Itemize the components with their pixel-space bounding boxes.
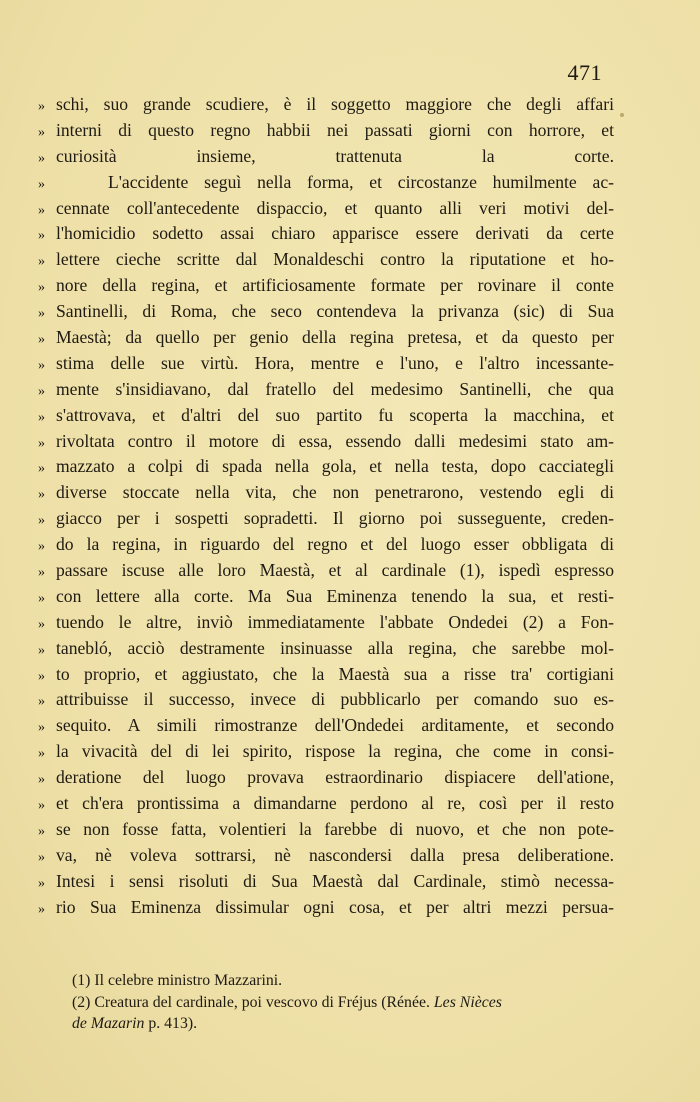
line-text: passare iscuse alle loro Maestà, et al cardinale (1), ispedì espresso: [56, 560, 614, 581]
quote-mark: »: [38, 383, 45, 399]
line-text: do la regina, in riguardo del regno et del luogo esser obbligata di: [56, 534, 614, 555]
text-line: [38, 249, 614, 275]
line-text: deratione del luogo provava estraordinario dispiacere dell'atione,: [56, 767, 614, 788]
text-line: [38, 198, 614, 224]
text-line: [38, 715, 614, 741]
quote-mark: »: [38, 720, 45, 736]
line-text: stima delle sue virtù. Hora, mentre e l'uno, e l'altro incessante-: [56, 352, 614, 373]
quote-mark: »: [38, 461, 45, 477]
quote-mark: »: [38, 280, 45, 296]
text-line: [38, 845, 614, 871]
line-text: interni di questo regno habbii nei passati giorni con horrore, et: [56, 119, 614, 140]
page-number: 471: [567, 60, 602, 85]
quote-mark: »: [38, 487, 45, 503]
text-line: [38, 379, 614, 405]
text-line: [38, 871, 614, 897]
quote-mark: »: [38, 590, 45, 606]
footnote-2-title-cont: de Mazarin: [72, 1015, 145, 1032]
text-line: [38, 172, 614, 198]
line-text: l'homicidio sodetto assai chiaro apparisce essere derivati da certe: [56, 223, 614, 244]
line-text: L'accidente seguì nella forma, et circostanze humilmente ac-: [108, 171, 614, 192]
footnote-2-page: p. 413).: [148, 1015, 198, 1032]
quote-mark: »: [38, 254, 45, 270]
line-text: diverse stoccate nella vita, che non penetrarono, vestendo egli di: [56, 482, 614, 503]
text-line: [38, 560, 614, 586]
quote-mark: »: [38, 409, 45, 425]
text-line: [38, 508, 614, 534]
quote-mark: »: [38, 150, 45, 166]
quote-mark: »: [38, 539, 45, 555]
quote-mark: »: [38, 513, 45, 529]
quote-mark: »: [38, 642, 45, 658]
text-line: [38, 664, 614, 690]
line-text: cennate coll'antecedente dispaccio, et quanto alli veri motivi del-: [56, 197, 614, 218]
footnote-2-continued: [72, 1013, 612, 1035]
text-line: [38, 586, 614, 612]
quote-mark: »: [38, 332, 45, 348]
quote-mark: »: [38, 228, 45, 244]
text-line: [38, 327, 614, 353]
quote-mark: »: [38, 772, 45, 788]
quote-mark: »: [38, 901, 45, 917]
text-line: [38, 741, 614, 767]
text-line: [38, 534, 614, 560]
line-text: attribuisse il successo, invece di pubblicarlo per comando suo es-: [56, 689, 614, 710]
text-line: [38, 482, 614, 508]
line-text: s'attrovava, et d'altri del suo partito fu scoperta la macchina, et: [56, 404, 614, 425]
quote-mark: »: [38, 565, 45, 581]
footnote-2-title: Les Nièces: [433, 993, 502, 1011]
line-text: se non fosse fatta, volentieri la farebbe di nuovo, et che non pote-: [56, 818, 614, 839]
line-text: to proprio, et aggiustato, che la Maestà sua a risse tra' cortigiani: [56, 663, 614, 684]
line-text: con lettere alla corte. Ma Sua Eminenza tenendo la sua, et resti-: [56, 585, 614, 606]
quote-mark: »: [38, 616, 45, 632]
text-line: [38, 456, 614, 482]
quote-mark: »: [38, 875, 45, 891]
line-text: mente s'insidiavano, dal fratello del medesimo Santinelli, che qua: [56, 378, 614, 399]
text-line: [38, 793, 614, 819]
quote-mark: »: [38, 435, 45, 451]
line-text: schi, suo grande scudiere, è il soggetto maggiore che degli affari: [56, 94, 614, 114]
quote-mark: »: [38, 694, 45, 710]
footnote-1: (1) Il celebre ministro Mazzarini.: [72, 972, 283, 989]
text-line: [38, 353, 614, 379]
quote-mark: »: [38, 849, 45, 865]
text-line: [38, 767, 614, 793]
text-line: [38, 301, 614, 327]
line-text: lettere cieche scritte dal Monaldeschi contro la riputatione et ho-: [56, 249, 614, 270]
line-text: tanebló, acciò destramente insinuasse alla regina, che sarebbe mol-: [56, 637, 614, 658]
line-text: Santinelli, di Roma, che seco contendeva la privanza (sic) di Sua: [56, 301, 614, 322]
quote-mark: »: [38, 823, 45, 839]
text-line: [38, 612, 614, 638]
quote-mark: »: [38, 202, 45, 218]
text-line: [38, 897, 614, 923]
text-line: [38, 120, 614, 146]
quote-mark: »: [38, 306, 45, 322]
text-line: [38, 405, 614, 431]
line-text: rio Sua Eminenza dissimular ogni cosa, et per altri mezzi persua-: [56, 896, 614, 917]
line-text: rivoltata contro il motore di essa, essendo dalli medesimi stato am-: [56, 430, 614, 451]
line-text: tuendo le altre, inviò immediatamente l'abbate Ondedei (2) a Fon-: [56, 611, 614, 632]
text-line: [38, 146, 614, 172]
quote-mark: »: [38, 357, 45, 373]
footnote-2: [72, 992, 612, 1014]
footnotes: [72, 970, 612, 1035]
line-text: curiosità insieme, trattenuta la corte.: [56, 145, 614, 166]
body-text: [38, 94, 614, 923]
quote-mark: »: [38, 668, 45, 684]
quote-mark: »: [38, 798, 45, 814]
quote-mark: »: [38, 176, 45, 192]
text-line: [38, 638, 614, 664]
line-text: va, nè voleva sottrarsi, nè nascondersi dalla presa deliberatione.: [56, 844, 614, 865]
line-text: et ch'era prontissima a dimandarne perdono al re, così per il resto: [56, 793, 614, 814]
line-text: giacco per i sospetti sopradetti. Il giorno poi susseguente, creden-: [56, 508, 614, 529]
quote-mark: »: [38, 99, 45, 114]
footnote-2-text: (2) Creatura del cardinale, poi vescovo di Fréjus (Rénée.: [72, 993, 430, 1011]
quote-mark: »: [38, 746, 45, 762]
text-line: [38, 223, 614, 249]
text-line: [38, 819, 614, 845]
paper-speck: [620, 113, 624, 117]
text-line: [38, 431, 614, 457]
text-line: [38, 689, 614, 715]
line-text: sequito. A simili rimostranze dell'Ondedei arditamente, et secondo: [56, 715, 614, 736]
line-text: Maestà; da quello per genio della regina pretesa, et da questo per: [56, 327, 614, 348]
line-text: nore della regina, et artificiosamente formate per rovinare il conte: [56, 275, 614, 296]
text-line: [38, 94, 614, 120]
line-text: Intesi i sensi risoluti di Sua Maestà dal Cardinale, stimò necessa-: [56, 870, 614, 891]
line-text: la vivacità del di lei spirito, rispose la regina, che come in consi-: [56, 741, 614, 762]
line-text: mazzato a colpi di spada nella gola, et nella testa, dopo cacciategli: [56, 456, 614, 477]
quote-mark: »: [38, 124, 45, 140]
text-line: [38, 275, 614, 301]
